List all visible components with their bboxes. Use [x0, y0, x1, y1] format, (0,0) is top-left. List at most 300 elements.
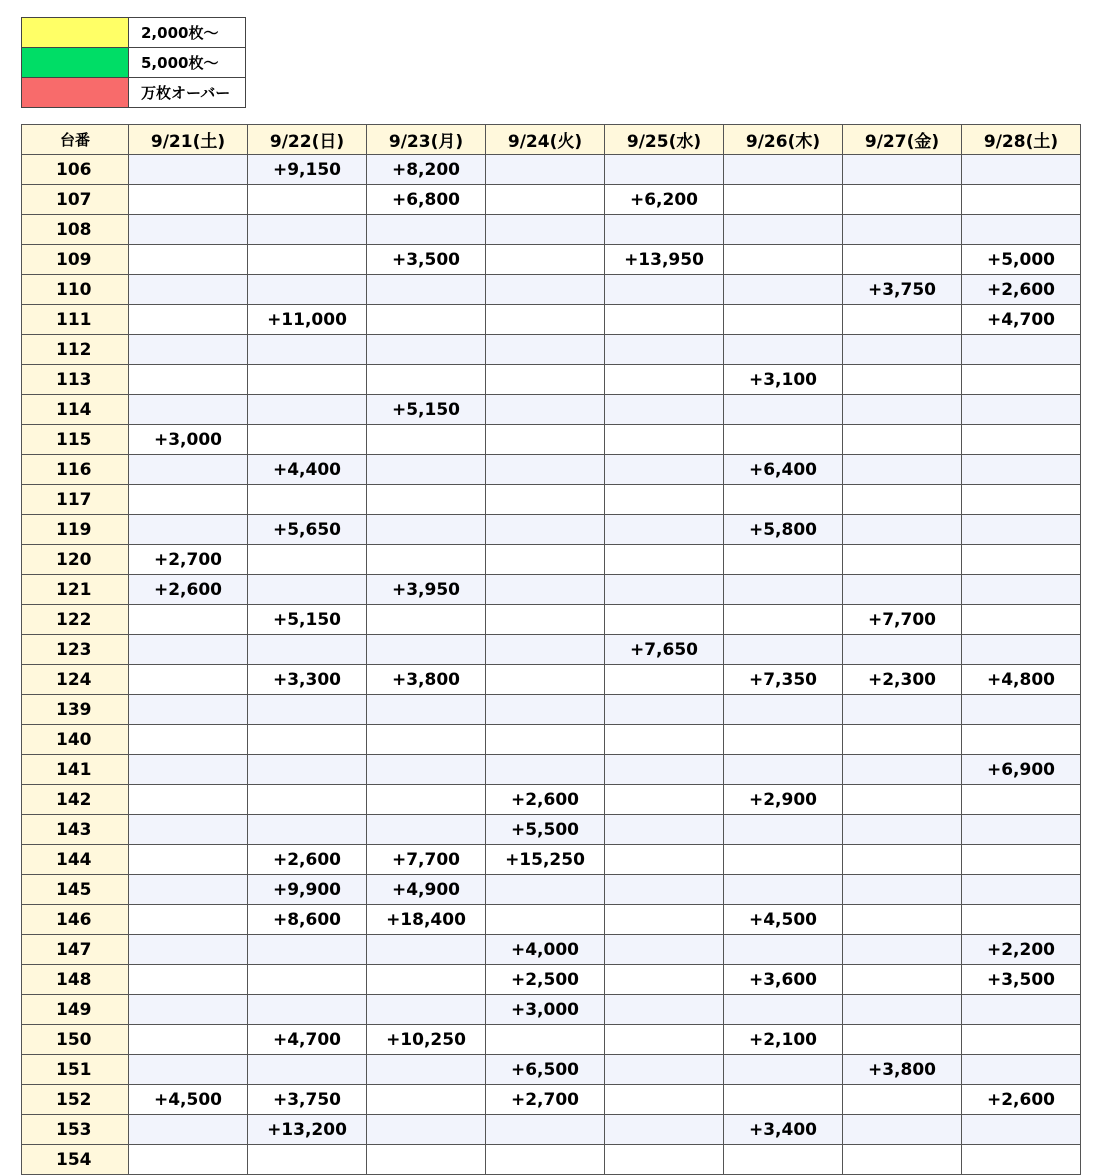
date-header: 9/27(金) — [843, 125, 962, 155]
table-row — [22, 785, 1081, 815]
machine-number: 140 — [22, 725, 129, 755]
result-cell — [843, 935, 962, 965]
result-cell — [248, 545, 367, 575]
result-cell — [605, 935, 724, 965]
machine-number-header: 台番 — [22, 125, 129, 155]
result-cell — [248, 245, 367, 275]
machine-number: 145 — [22, 875, 129, 905]
result-cell — [843, 395, 962, 425]
table-row — [22, 605, 1081, 635]
result-cell — [605, 695, 724, 725]
machine-number: 121 — [22, 575, 129, 605]
machine-number: 111 — [22, 305, 129, 335]
result-cell: +4,400 — [248, 455, 367, 485]
result-cell: +8,600 — [248, 905, 367, 935]
table-row — [22, 155, 1081, 185]
result-cell — [129, 665, 248, 695]
result-cell — [843, 815, 962, 845]
result-cell — [605, 575, 724, 605]
result-cell — [367, 1115, 486, 1145]
result-cell — [605, 815, 724, 845]
table-row — [22, 365, 1081, 395]
result-cell — [724, 305, 843, 335]
result-cell: +3,950 — [367, 575, 486, 605]
machine-number: 150 — [22, 1025, 129, 1055]
result-cell — [367, 965, 486, 995]
result-cell — [724, 995, 843, 1025]
table-row — [22, 1145, 1081, 1175]
result-cell: +2,600 — [248, 845, 367, 875]
table-row — [22, 755, 1081, 785]
legend-swatch-yellow — [22, 18, 129, 48]
result-cell: +5,800 — [724, 515, 843, 545]
result-cell — [962, 785, 1081, 815]
result-cell — [605, 275, 724, 305]
result-cell — [962, 1145, 1081, 1175]
result-cell — [486, 245, 605, 275]
result-cell — [129, 455, 248, 485]
result-cell — [367, 425, 486, 455]
table-row — [22, 1085, 1081, 1115]
machine-number: 106 — [22, 155, 129, 185]
machine-number: 114 — [22, 395, 129, 425]
result-cell — [486, 425, 605, 455]
result-cell — [962, 905, 1081, 935]
machine-number: 146 — [22, 905, 129, 935]
result-cell — [367, 335, 486, 365]
result-cell — [843, 575, 962, 605]
result-cell — [248, 395, 367, 425]
result-cell — [129, 215, 248, 245]
result-cell: +4,900 — [367, 875, 486, 905]
result-cell — [962, 365, 1081, 395]
machine-number: 122 — [22, 605, 129, 635]
result-cell — [843, 215, 962, 245]
result-cell — [843, 155, 962, 185]
result-cell — [367, 515, 486, 545]
result-cell — [605, 305, 724, 335]
table-row — [22, 545, 1081, 575]
result-cell — [605, 875, 724, 905]
machine-number: 120 — [22, 545, 129, 575]
result-cell — [605, 1115, 724, 1145]
result-cell: +5,150 — [248, 605, 367, 635]
result-cell — [367, 545, 486, 575]
result-cell — [843, 545, 962, 575]
result-cell — [962, 395, 1081, 425]
result-cell — [367, 1145, 486, 1175]
result-cell — [129, 725, 248, 755]
result-cell — [129, 695, 248, 725]
result-cell — [605, 1055, 724, 1085]
result-cell — [367, 365, 486, 395]
result-cell: +4,500 — [724, 905, 843, 935]
table-row — [22, 1055, 1081, 1085]
result-cell: +8,200 — [367, 155, 486, 185]
result-cell — [486, 335, 605, 365]
result-cell — [248, 725, 367, 755]
result-cell — [843, 305, 962, 335]
result-cell: +3,300 — [248, 665, 367, 695]
result-cell — [962, 185, 1081, 215]
result-cell — [605, 515, 724, 545]
result-cell — [129, 1025, 248, 1055]
legend-row — [22, 78, 246, 108]
result-cell: +2,600 — [962, 1085, 1081, 1115]
machine-number: 147 — [22, 935, 129, 965]
result-cell — [486, 725, 605, 755]
machine-number: 110 — [22, 275, 129, 305]
result-cell — [605, 215, 724, 245]
machine-number: 141 — [22, 755, 129, 785]
result-cell — [486, 875, 605, 905]
result-cell — [486, 185, 605, 215]
result-cell — [724, 1145, 843, 1175]
result-cell — [486, 905, 605, 935]
result-cell — [962, 335, 1081, 365]
machine-number: 117 — [22, 485, 129, 515]
result-cell: +13,200 — [248, 1115, 367, 1145]
table-row — [22, 965, 1081, 995]
date-header: 9/28(土) — [962, 125, 1081, 155]
result-cell — [843, 785, 962, 815]
machine-number: 143 — [22, 815, 129, 845]
result-cell — [129, 245, 248, 275]
result-cell — [962, 725, 1081, 755]
result-cell — [486, 635, 605, 665]
result-cell — [605, 335, 724, 365]
result-cell: +7,700 — [367, 845, 486, 875]
table-row — [22, 905, 1081, 935]
result-cell — [367, 1085, 486, 1115]
result-cell — [605, 605, 724, 635]
result-cell: +6,200 — [605, 185, 724, 215]
result-cell — [486, 695, 605, 725]
result-cell — [962, 845, 1081, 875]
result-cell — [962, 605, 1081, 635]
legend-label: 5,000枚〜 — [129, 48, 246, 78]
date-header: 9/26(木) — [724, 125, 843, 155]
result-cell — [843, 335, 962, 365]
result-cell — [486, 485, 605, 515]
result-cell — [724, 275, 843, 305]
legend — [21, 17, 246, 108]
result-cell — [129, 935, 248, 965]
machine-number: 119 — [22, 515, 129, 545]
result-cell: +6,500 — [486, 1055, 605, 1085]
result-cell — [248, 755, 367, 785]
result-cell: +3,800 — [367, 665, 486, 695]
result-cell — [129, 815, 248, 845]
result-cell — [129, 1145, 248, 1175]
result-cell — [248, 995, 367, 1025]
machine-number: 124 — [22, 665, 129, 695]
result-cell — [129, 275, 248, 305]
date-header: 9/21(土) — [129, 125, 248, 155]
result-cell — [843, 1085, 962, 1115]
result-cell — [486, 215, 605, 245]
legend-label: 2,000枚〜 — [129, 18, 246, 48]
result-cell — [724, 875, 843, 905]
result-cell — [605, 1145, 724, 1175]
result-cell — [605, 1085, 724, 1115]
table-row — [22, 995, 1081, 1025]
result-cell — [486, 545, 605, 575]
result-cell — [962, 1055, 1081, 1085]
result-cell — [129, 605, 248, 635]
result-cell — [605, 755, 724, 785]
result-cell — [367, 935, 486, 965]
result-cell — [843, 365, 962, 395]
result-cell — [248, 185, 367, 215]
result-cell — [962, 995, 1081, 1025]
result-cell — [843, 725, 962, 755]
legend-row — [22, 48, 246, 78]
result-cell: +15,250 — [486, 845, 605, 875]
result-cell — [724, 935, 843, 965]
table-row — [22, 935, 1081, 965]
machine-number: 149 — [22, 995, 129, 1025]
result-cell — [129, 305, 248, 335]
result-cell — [486, 605, 605, 635]
result-cell: +3,400 — [724, 1115, 843, 1145]
result-cell — [724, 755, 843, 785]
result-cell — [962, 515, 1081, 545]
table-row — [22, 665, 1081, 695]
machine-number: 108 — [22, 215, 129, 245]
result-cell — [724, 215, 843, 245]
result-cell: +6,900 — [962, 755, 1081, 785]
result-cell: +3,600 — [724, 965, 843, 995]
result-cell — [248, 575, 367, 605]
result-cell: +9,150 — [248, 155, 367, 185]
result-cell — [129, 365, 248, 395]
result-cell: +2,600 — [129, 575, 248, 605]
result-cell — [248, 485, 367, 515]
result-cell: +7,350 — [724, 665, 843, 695]
result-cell — [724, 155, 843, 185]
machine-number: 112 — [22, 335, 129, 365]
result-cell — [367, 635, 486, 665]
result-cell — [605, 395, 724, 425]
result-cell — [843, 875, 962, 905]
result-cell: +4,700 — [248, 1025, 367, 1055]
result-cell: +5,000 — [962, 245, 1081, 275]
result-cell — [962, 575, 1081, 605]
result-cell — [486, 395, 605, 425]
result-cell — [486, 275, 605, 305]
result-cell — [843, 1115, 962, 1145]
result-cell: +2,700 — [486, 1085, 605, 1115]
result-cell — [843, 485, 962, 515]
table-row — [22, 185, 1081, 215]
result-cell — [129, 155, 248, 185]
result-cell: +3,000 — [129, 425, 248, 455]
result-cell — [724, 1085, 843, 1115]
table-row — [22, 845, 1081, 875]
machine-number: 144 — [22, 845, 129, 875]
table-row — [22, 425, 1081, 455]
table-row — [22, 725, 1081, 755]
result-cell — [367, 485, 486, 515]
machine-number: 154 — [22, 1145, 129, 1175]
result-cell: +3,500 — [367, 245, 486, 275]
result-cell — [248, 965, 367, 995]
table-body — [22, 155, 1081, 1175]
result-cell — [962, 485, 1081, 515]
table-row — [22, 485, 1081, 515]
result-cell: +3,500 — [962, 965, 1081, 995]
table-row — [22, 455, 1081, 485]
date-header: 9/22(日) — [248, 125, 367, 155]
result-cell — [486, 455, 605, 485]
result-cell: +11,000 — [248, 305, 367, 335]
result-cell: +4,000 — [486, 935, 605, 965]
table-row — [22, 245, 1081, 275]
result-cell — [367, 455, 486, 485]
result-cell: +4,800 — [962, 665, 1081, 695]
machine-number: 107 — [22, 185, 129, 215]
table-row — [22, 1115, 1081, 1145]
result-cell — [843, 965, 962, 995]
result-cell — [843, 425, 962, 455]
result-cell: +3,750 — [248, 1085, 367, 1115]
result-cell — [843, 635, 962, 665]
result-cell: +7,650 — [605, 635, 724, 665]
result-cell: +5,500 — [486, 815, 605, 845]
result-cell — [724, 545, 843, 575]
result-cell — [724, 425, 843, 455]
result-cell — [962, 1025, 1081, 1055]
result-cell — [843, 1145, 962, 1175]
table-row — [22, 635, 1081, 665]
table-row — [22, 335, 1081, 365]
result-cell — [724, 335, 843, 365]
result-cell — [843, 755, 962, 785]
result-cell — [724, 605, 843, 635]
result-cell — [129, 395, 248, 425]
result-cell — [486, 515, 605, 545]
result-cell — [605, 155, 724, 185]
result-cell — [605, 365, 724, 395]
result-cell — [367, 305, 486, 335]
legend-swatch-green — [22, 48, 129, 78]
result-cell — [962, 875, 1081, 905]
result-cell: +2,700 — [129, 545, 248, 575]
result-cell — [724, 185, 843, 215]
table-row — [22, 215, 1081, 245]
result-cell — [129, 995, 248, 1025]
result-cell — [843, 905, 962, 935]
result-cell: +3,100 — [724, 365, 843, 395]
result-cell — [129, 845, 248, 875]
result-cell: +4,700 — [962, 305, 1081, 335]
result-cell — [962, 425, 1081, 455]
result-cell — [962, 635, 1081, 665]
result-cell — [724, 845, 843, 875]
machine-number: 153 — [22, 1115, 129, 1145]
date-header: 9/25(水) — [605, 125, 724, 155]
result-cell — [486, 1145, 605, 1175]
result-cell — [129, 1115, 248, 1145]
result-cell — [486, 365, 605, 395]
date-header: 9/23(月) — [367, 125, 486, 155]
result-cell — [843, 845, 962, 875]
machine-number: 123 — [22, 635, 129, 665]
result-cell — [724, 245, 843, 275]
result-cell — [843, 185, 962, 215]
result-cell — [129, 1055, 248, 1085]
result-cell — [486, 665, 605, 695]
result-cell — [129, 905, 248, 935]
result-cell: +2,300 — [843, 665, 962, 695]
result-cell — [486, 1025, 605, 1055]
result-cell: +7,700 — [843, 605, 962, 635]
table-row — [22, 305, 1081, 335]
result-cell: +10,250 — [367, 1025, 486, 1055]
result-cell — [367, 815, 486, 845]
table-row — [22, 875, 1081, 905]
legend-swatch-red — [22, 78, 129, 108]
result-cell — [367, 785, 486, 815]
result-cell — [605, 905, 724, 935]
result-cell — [605, 1025, 724, 1055]
result-cell: +4,500 — [129, 1085, 248, 1115]
table-row — [22, 695, 1081, 725]
result-cell — [367, 725, 486, 755]
result-cell — [962, 155, 1081, 185]
result-cell — [248, 365, 367, 395]
result-cell — [486, 755, 605, 785]
result-cell: +2,200 — [962, 935, 1081, 965]
results-table — [21, 124, 1081, 1175]
result-cell: +5,650 — [248, 515, 367, 545]
result-cell — [129, 485, 248, 515]
result-cell — [605, 785, 724, 815]
result-cell — [843, 1025, 962, 1055]
result-cell — [962, 215, 1081, 245]
result-cell — [843, 245, 962, 275]
result-cell: +2,600 — [486, 785, 605, 815]
result-cell — [843, 995, 962, 1025]
result-cell — [605, 425, 724, 455]
result-cell — [962, 1115, 1081, 1145]
table-row — [22, 575, 1081, 605]
result-cell — [724, 1055, 843, 1085]
result-cell: +3,800 — [843, 1055, 962, 1085]
result-cell — [605, 965, 724, 995]
result-cell — [843, 515, 962, 545]
result-cell — [486, 1115, 605, 1145]
result-cell: +3,000 — [486, 995, 605, 1025]
result-cell — [605, 545, 724, 575]
table-row — [22, 815, 1081, 845]
result-cell — [129, 755, 248, 785]
result-cell — [724, 725, 843, 755]
result-cell — [367, 695, 486, 725]
result-cell: +3,750 — [843, 275, 962, 305]
legend-label: 万枚オーバー — [129, 78, 246, 108]
table-row — [22, 275, 1081, 305]
machine-number: 116 — [22, 455, 129, 485]
result-cell — [605, 455, 724, 485]
result-cell — [962, 545, 1081, 575]
result-cell: +2,900 — [724, 785, 843, 815]
result-cell — [367, 995, 486, 1025]
result-cell — [129, 785, 248, 815]
result-cell — [605, 725, 724, 755]
result-cell — [724, 695, 843, 725]
